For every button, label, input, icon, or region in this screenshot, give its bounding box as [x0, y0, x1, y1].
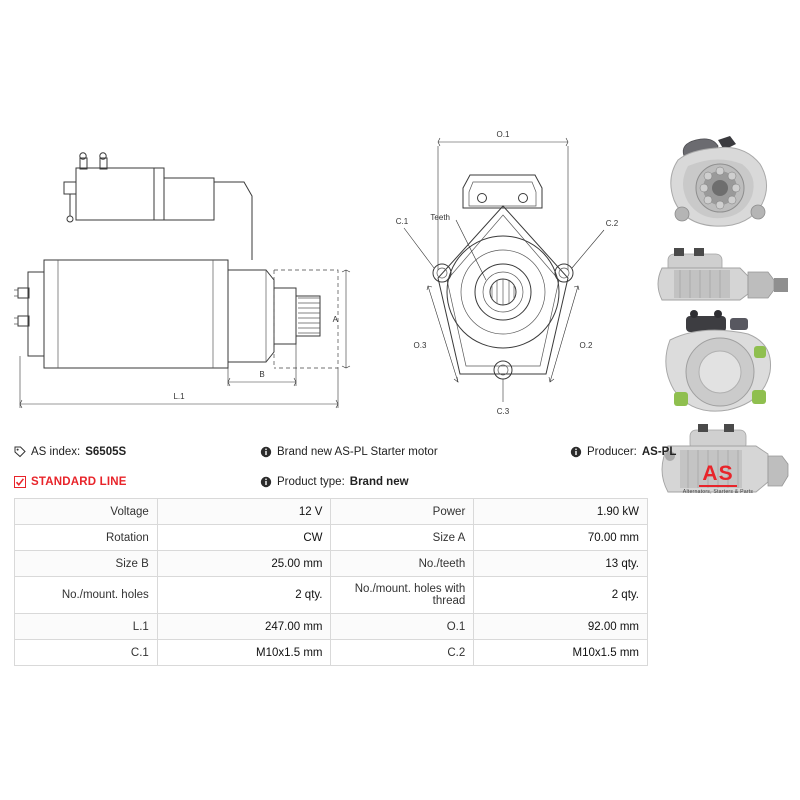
product-type-label: Product type: — [277, 476, 345, 488]
spec-label: Power — [331, 499, 474, 525]
info-row-1 — [14, 440, 786, 464]
spec-value: M10x1.5 mm — [157, 640, 331, 666]
spec-label: C.1 — [15, 640, 158, 666]
spec-label: C.2 — [331, 640, 474, 666]
spec-label: O.1 — [331, 614, 474, 640]
dim-o1-label: O.1 — [496, 130, 510, 139]
table-row — [15, 577, 648, 614]
spec-value: 1.90 kW — [474, 499, 648, 525]
brand-name: AS — [699, 463, 736, 487]
table-row — [15, 525, 648, 551]
spec-label: Size B — [15, 551, 158, 577]
table-row — [15, 614, 648, 640]
dim-b-label: B — [259, 370, 265, 379]
table-row — [15, 551, 648, 577]
producer-cell — [570, 446, 780, 458]
standard-line-label: STANDARD LINE — [31, 476, 127, 488]
table-row — [15, 499, 648, 525]
producer-label: Producer: — [587, 446, 637, 458]
info-icon — [260, 476, 272, 488]
as-index-label: AS index: — [31, 446, 81, 458]
table-row — [15, 640, 648, 666]
spec-label: No./teeth — [331, 551, 474, 577]
spec-label: Rotation — [15, 525, 158, 551]
info-icon — [570, 446, 582, 458]
brand-tagline: Alternators, Starters & Parts — [682, 489, 754, 495]
tag-icon — [14, 446, 26, 458]
condition-text: Brand new AS-PL Starter motor — [277, 446, 438, 458]
spec-value: 70.00 mm — [474, 525, 648, 551]
spec-label: No./mount. holes with thread — [331, 577, 474, 614]
product-type-value: Brand new — [349, 476, 409, 488]
side-view-drawing — [8, 120, 353, 425]
teeth-label: Teeth — [430, 213, 450, 222]
producer-value: AS-PL — [641, 446, 677, 458]
check-icon — [14, 476, 26, 488]
product-type-cell — [260, 476, 570, 488]
spec-label: Size A — [331, 525, 474, 551]
dim-o2-label: O.2 — [579, 341, 593, 350]
dim-o3-label: O.3 — [413, 341, 427, 350]
info-icon — [260, 446, 272, 458]
as-index-cell — [14, 446, 260, 458]
condition-cell — [260, 446, 570, 458]
product-photo-front-angle[interactable] — [644, 126, 796, 236]
spec-value: 13 qty. — [474, 551, 648, 577]
front-view-drawing — [360, 120, 650, 425]
spec-label: Voltage — [15, 499, 158, 525]
spec-value: CW — [157, 525, 331, 551]
brand-logo — [648, 463, 788, 495]
spec-value: 2 qty. — [474, 577, 648, 614]
dim-c1-label: C.1 — [395, 217, 409, 226]
dim-c3-label: C.3 — [496, 407, 510, 416]
spec-label: L.1 — [15, 614, 158, 640]
spec-value: 92.00 mm — [474, 614, 648, 640]
specifications-table — [14, 498, 648, 666]
spec-value: 247.00 mm — [157, 614, 331, 640]
dim-a-label: A — [332, 315, 338, 324]
product-photo-side-left[interactable] — [644, 240, 796, 306]
spec-value: 2 qty. — [157, 577, 331, 614]
dim-c2-label: C.2 — [605, 219, 619, 228]
dim-l1-label: L.1 — [173, 392, 185, 401]
spec-value: 25.00 mm — [157, 551, 331, 577]
product-photo-rear[interactable] — [644, 310, 796, 418]
spec-value: 12 V — [157, 499, 331, 525]
as-index-value: S6505S — [85, 446, 127, 458]
spec-label: No./mount. holes — [15, 577, 158, 614]
spec-value: M10x1.5 mm — [474, 640, 648, 666]
standard-line-cell — [14, 476, 260, 488]
